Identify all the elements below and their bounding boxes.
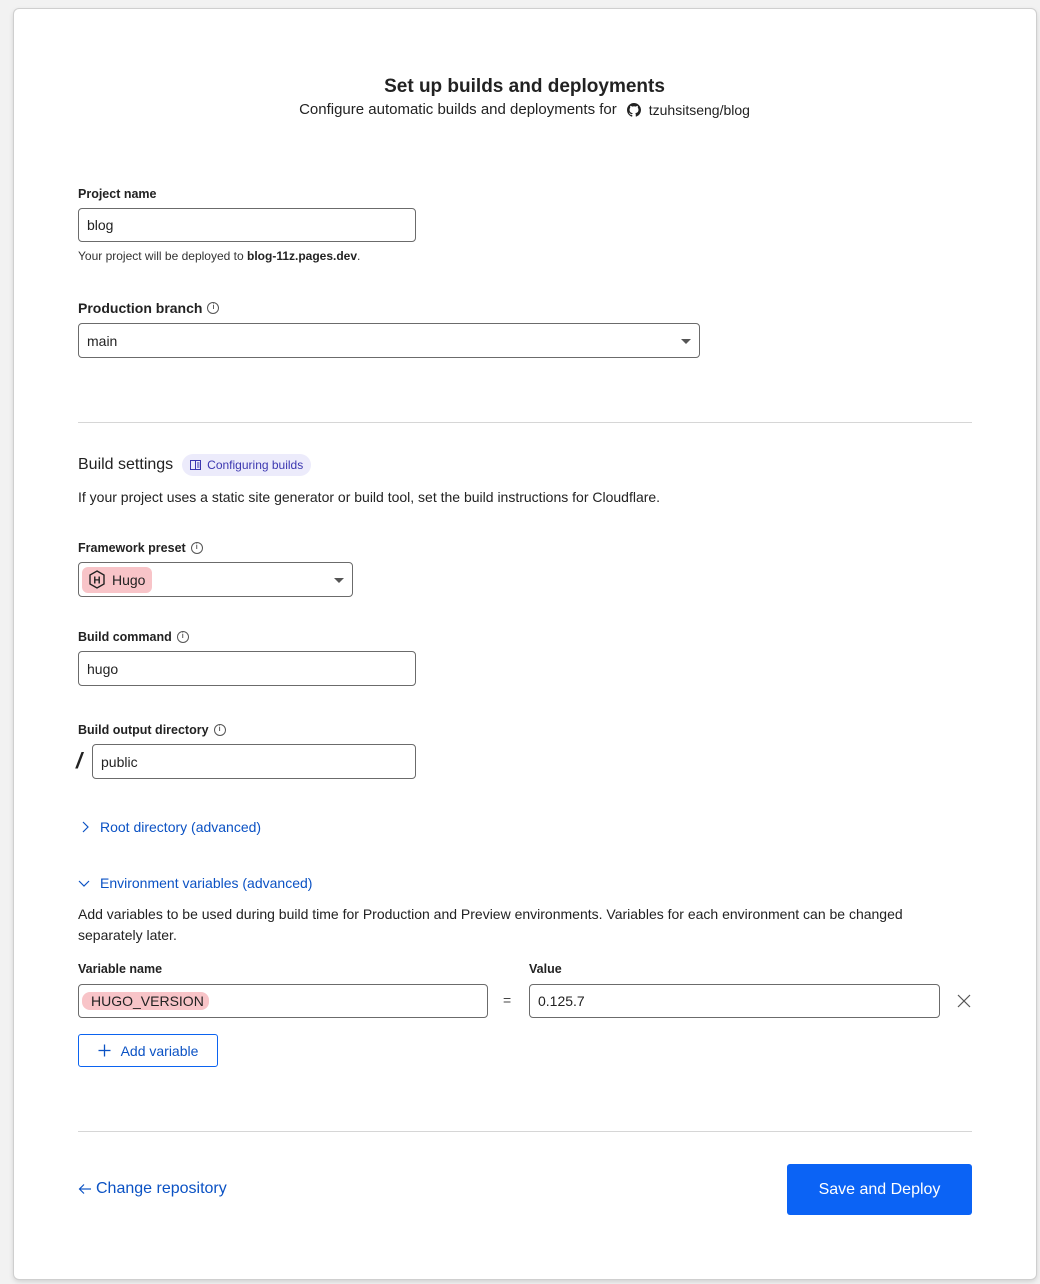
change-repository-link[interactable] [78,1180,227,1198]
project-name-label [78,187,157,201]
github-icon [627,103,641,117]
info-icon[interactable]: i [207,302,219,314]
value-header-text: Value [529,962,562,976]
info-icon[interactable]: i [191,542,203,554]
help-prefix: Your project will be deployed to [78,249,247,263]
close-icon [957,994,971,1008]
env-vars-toggle[interactable] [78,875,312,891]
framework-preset-label-text: Framework preset [78,541,186,555]
production-branch-select[interactable] [78,323,700,358]
project-name-value: blog [87,217,114,233]
production-branch-label [78,300,219,316]
env-vars-description: Add variables to be used during build time for Production and Preview environments. Variables for each environment can be changed separately later. [78,906,903,943]
variable-name-header [78,962,162,976]
build-settings-description: If your project uses a static site generator or build tool, set the build instructions for Cloudflare. [78,489,661,505]
setup-card [14,9,1036,1279]
chevron-down-icon [681,339,691,344]
project-name-help [78,249,360,263]
build-output-value: public [101,753,138,770]
save-and-deploy-button[interactable] [787,1164,972,1215]
deploy-domain: blog-11z.pages.dev [247,249,358,263]
variable-value: 0.125.7 [538,993,585,1009]
section-divider [78,422,972,423]
framework-preset-select[interactable] [78,562,353,597]
arrow-left-icon [78,1183,92,1195]
build-output-label-text: Build output directory [78,723,209,737]
remove-variable-button[interactable] [957,994,971,1013]
add-variable-label: Add variable [120,1042,199,1059]
build-command-label [78,630,189,644]
value-header [529,962,562,976]
equals-sign: = [503,992,512,1008]
framework-preset-label [78,541,203,555]
chevron-down-icon [78,878,90,888]
svg-text:H: H [93,575,101,587]
project-name-input[interactable] [78,208,416,242]
change-repository-label: Change repository [96,1180,227,1197]
build-output-label [78,723,226,737]
root-directory-label: Root directory (advanced) [100,819,262,835]
page-subtitle [0,101,1040,118]
framework-preset-text: Hugo [112,571,146,588]
configuring-builds-link[interactable] [182,454,311,476]
build-command-value: hugo [87,660,119,677]
build-command-label-text: Build command [78,630,172,644]
build-output-input[interactable] [92,744,416,779]
subtitle-text: Configure automatic builds and deployments for [299,101,617,118]
variable-name-input[interactable] [78,984,488,1018]
variable-value-input[interactable] [529,984,940,1018]
hugo-icon [88,570,106,589]
production-branch-value: main [87,332,118,349]
repo-name: tzuhsitseng/blog [648,101,750,118]
help-suffix: . [357,249,361,263]
info-icon[interactable]: i [177,631,189,643]
project-name-label-text: Project name [78,187,157,201]
variable-name-header-text: Variable name [78,962,163,976]
footer-divider [78,1131,972,1132]
info-icon[interactable]: i [214,724,226,736]
configuring-builds-label: Configuring builds [207,458,304,472]
env-vars-label: Environment variables (advanced) [100,875,313,891]
production-branch-label-text: Production branch [78,300,203,316]
chevron-down-icon [334,578,344,583]
output-dir-prefix: / [76,748,83,773]
plus-icon [98,1044,111,1057]
page-title: Set up builds and deployments [384,76,665,97]
save-and-deploy-label: Save and Deploy [818,1180,941,1198]
build-command-input[interactable] [78,651,416,686]
framework-preset-value [82,567,152,593]
chevron-right-icon [80,821,90,833]
variable-name-value: HUGO_VERSION [82,992,209,1010]
build-settings-header [78,454,311,476]
root-directory-toggle[interactable] [80,819,261,835]
build-settings-title: Build settings [78,456,174,473]
book-icon [190,460,201,470]
add-variable-button[interactable] [78,1034,218,1067]
